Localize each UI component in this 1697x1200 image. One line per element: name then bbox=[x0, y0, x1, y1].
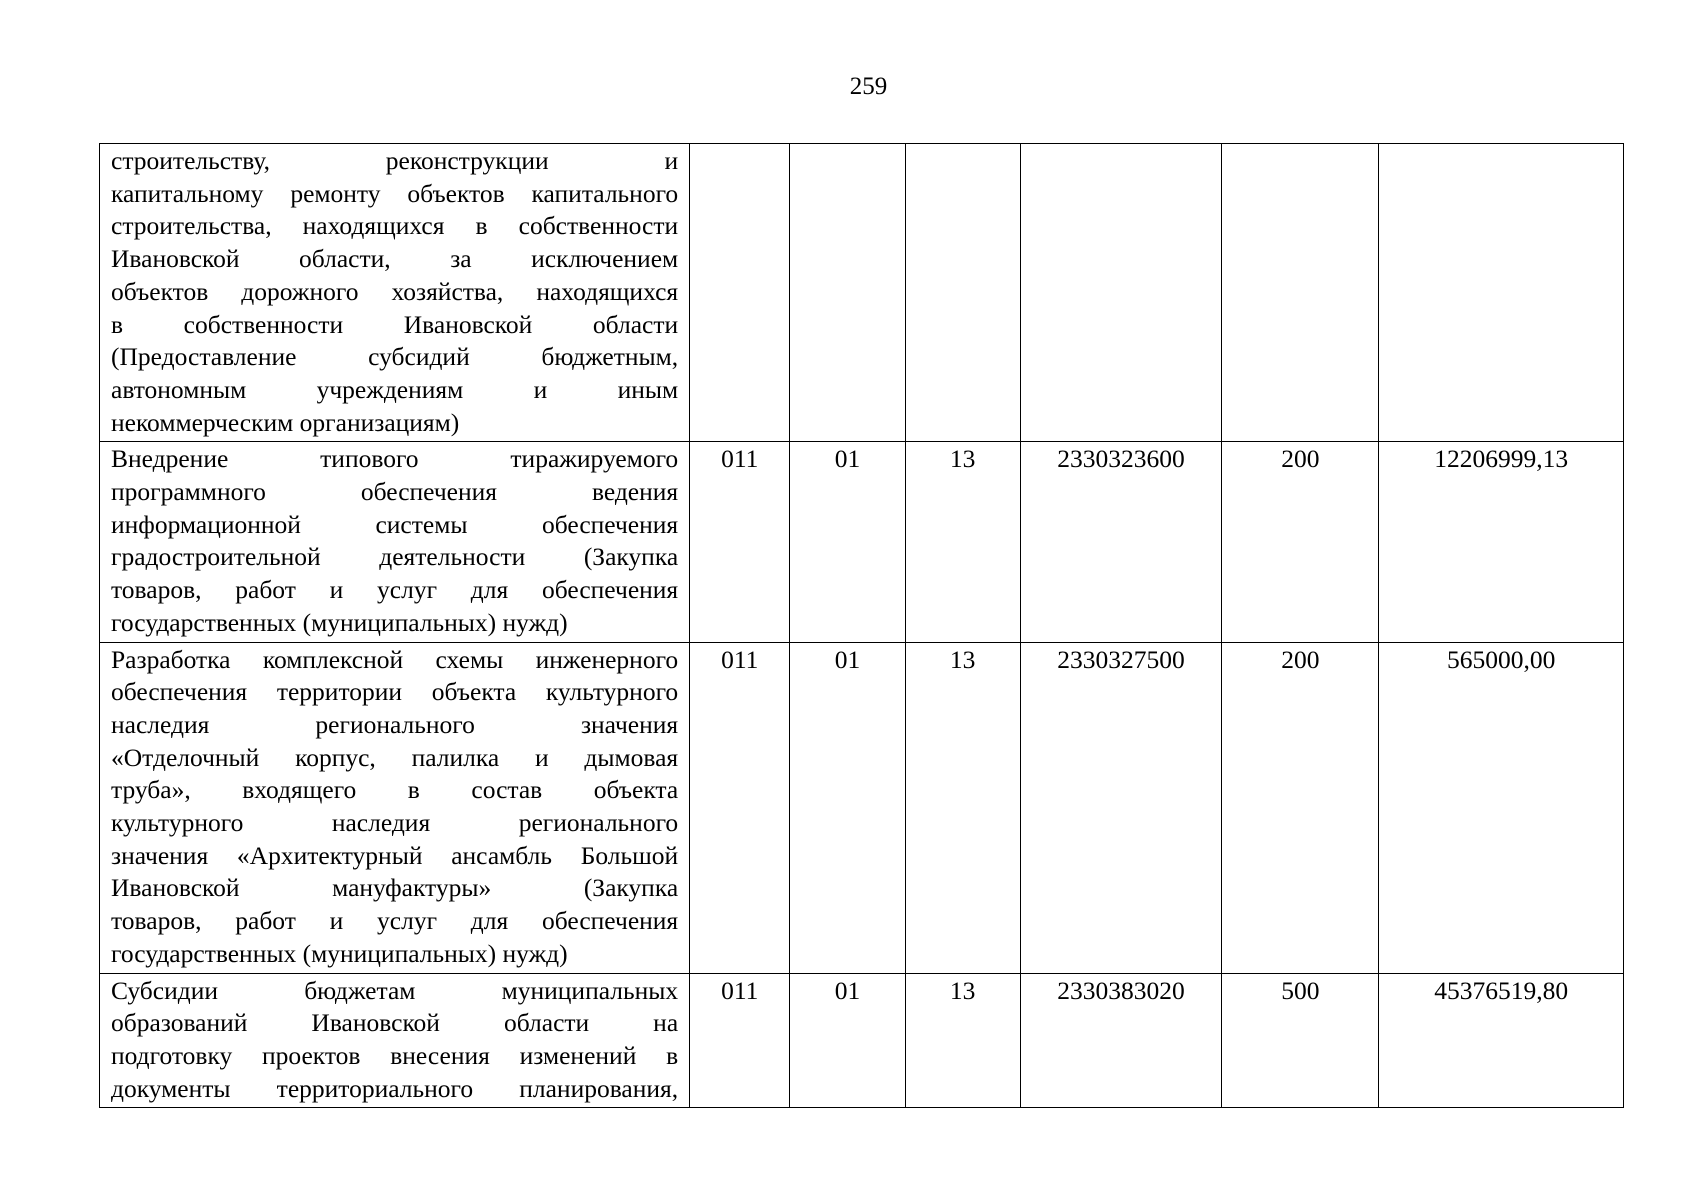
ministry-code: 011 bbox=[690, 642, 790, 973]
description-line: значения «Архитектурный ансамбль Большой bbox=[111, 840, 679, 870]
description-line: информационной системы обеспечения bbox=[111, 509, 679, 539]
description-line: программного обеспечения ведения bbox=[111, 477, 679, 507]
description-line: автономным учреждениям и иным bbox=[111, 374, 679, 404]
expense-type-code: 200 bbox=[1222, 642, 1379, 973]
description-line: (Предоставление субсидий бюджетным, bbox=[111, 342, 679, 372]
amount-value: 12206999,13 bbox=[1379, 442, 1624, 642]
description-line: товаров, работ и услуг для обеспечения bbox=[111, 906, 679, 936]
table-row bbox=[100, 973, 1624, 1108]
subsection-code: 13 bbox=[905, 973, 1020, 1108]
ministry-code: 011 bbox=[690, 973, 790, 1108]
description-line: объектов дорожного хозяйства, находящихся bbox=[111, 276, 679, 306]
description-line: Субсидии бюджетам муниципальных bbox=[111, 975, 679, 1005]
ministry-code bbox=[690, 144, 790, 442]
description-line: в собственности Ивановской области bbox=[111, 309, 679, 339]
description-line: культурного наследия регионального bbox=[111, 808, 679, 838]
ministry-code: 011 bbox=[690, 442, 790, 642]
description-line: некоммерческим организациям) bbox=[111, 407, 460, 437]
subsection-code: 13 bbox=[905, 442, 1020, 642]
description-line: государственных (муниципальных) нужд) bbox=[111, 938, 568, 968]
description-line: строительству, реконструкции и bbox=[111, 146, 679, 175]
description-line: товаров, работ и услуг для обеспечения bbox=[111, 575, 679, 605]
description-line: наследия регионального значения bbox=[111, 709, 679, 739]
description-line: градостроительной деятельности (Закупка bbox=[111, 542, 679, 572]
section-code bbox=[790, 144, 905, 442]
target-article-code: 2330327500 bbox=[1020, 642, 1221, 973]
description-line: капитальному ремонту объектов капитального bbox=[111, 178, 679, 208]
row-description bbox=[100, 442, 690, 642]
expense-type-code bbox=[1222, 144, 1379, 442]
description-line: документы территориального планирования, bbox=[111, 1073, 679, 1103]
budget-table bbox=[99, 143, 1624, 1108]
description-line: Внедрение типового тиражируемого bbox=[111, 444, 679, 474]
section-code: 01 bbox=[790, 642, 905, 973]
amount-value: 45376519,80 bbox=[1379, 973, 1624, 1108]
expense-type-code: 200 bbox=[1222, 442, 1379, 642]
description-line: Ивановской области, за исключением bbox=[111, 244, 679, 274]
description-line: труба», входящего в состав объекта bbox=[111, 775, 679, 805]
section-code: 01 bbox=[790, 973, 905, 1108]
expense-type-code: 500 bbox=[1222, 973, 1379, 1108]
table-row bbox=[100, 442, 1624, 642]
row-description bbox=[100, 144, 690, 442]
description-line: «Отделочный корпус, палилка и дымовая bbox=[111, 742, 679, 772]
table-row bbox=[100, 642, 1624, 973]
subsection-code: 13 bbox=[905, 642, 1020, 973]
row-description bbox=[100, 642, 690, 973]
description-line: подготовку проектов внесения изменений в bbox=[111, 1040, 679, 1070]
page-number: 259 bbox=[849, 73, 888, 100]
description-line: Ивановской мануфактуры» (Закупка bbox=[111, 873, 679, 903]
budget-table-body bbox=[100, 144, 1624, 1108]
amount-value bbox=[1379, 144, 1624, 442]
table-row bbox=[100, 144, 1624, 442]
target-article-code: 2330323600 bbox=[1020, 442, 1221, 642]
subsection-code bbox=[905, 144, 1020, 442]
description-line: Разработка комплексной схемы инженерного bbox=[111, 644, 679, 674]
amount-value: 565000,00 bbox=[1379, 642, 1624, 973]
description-line: строительства, находящихся в собственности bbox=[111, 211, 679, 241]
description-line: образований Ивановской области на bbox=[111, 1008, 679, 1038]
target-article-code bbox=[1020, 144, 1221, 442]
description-line: обеспечения территории объекта культурного bbox=[111, 677, 679, 707]
section-code: 01 bbox=[790, 442, 905, 642]
description-line: государственных (муниципальных) нужд) bbox=[111, 607, 568, 637]
target-article-code: 2330383020 bbox=[1020, 973, 1221, 1108]
row-description bbox=[100, 973, 690, 1108]
